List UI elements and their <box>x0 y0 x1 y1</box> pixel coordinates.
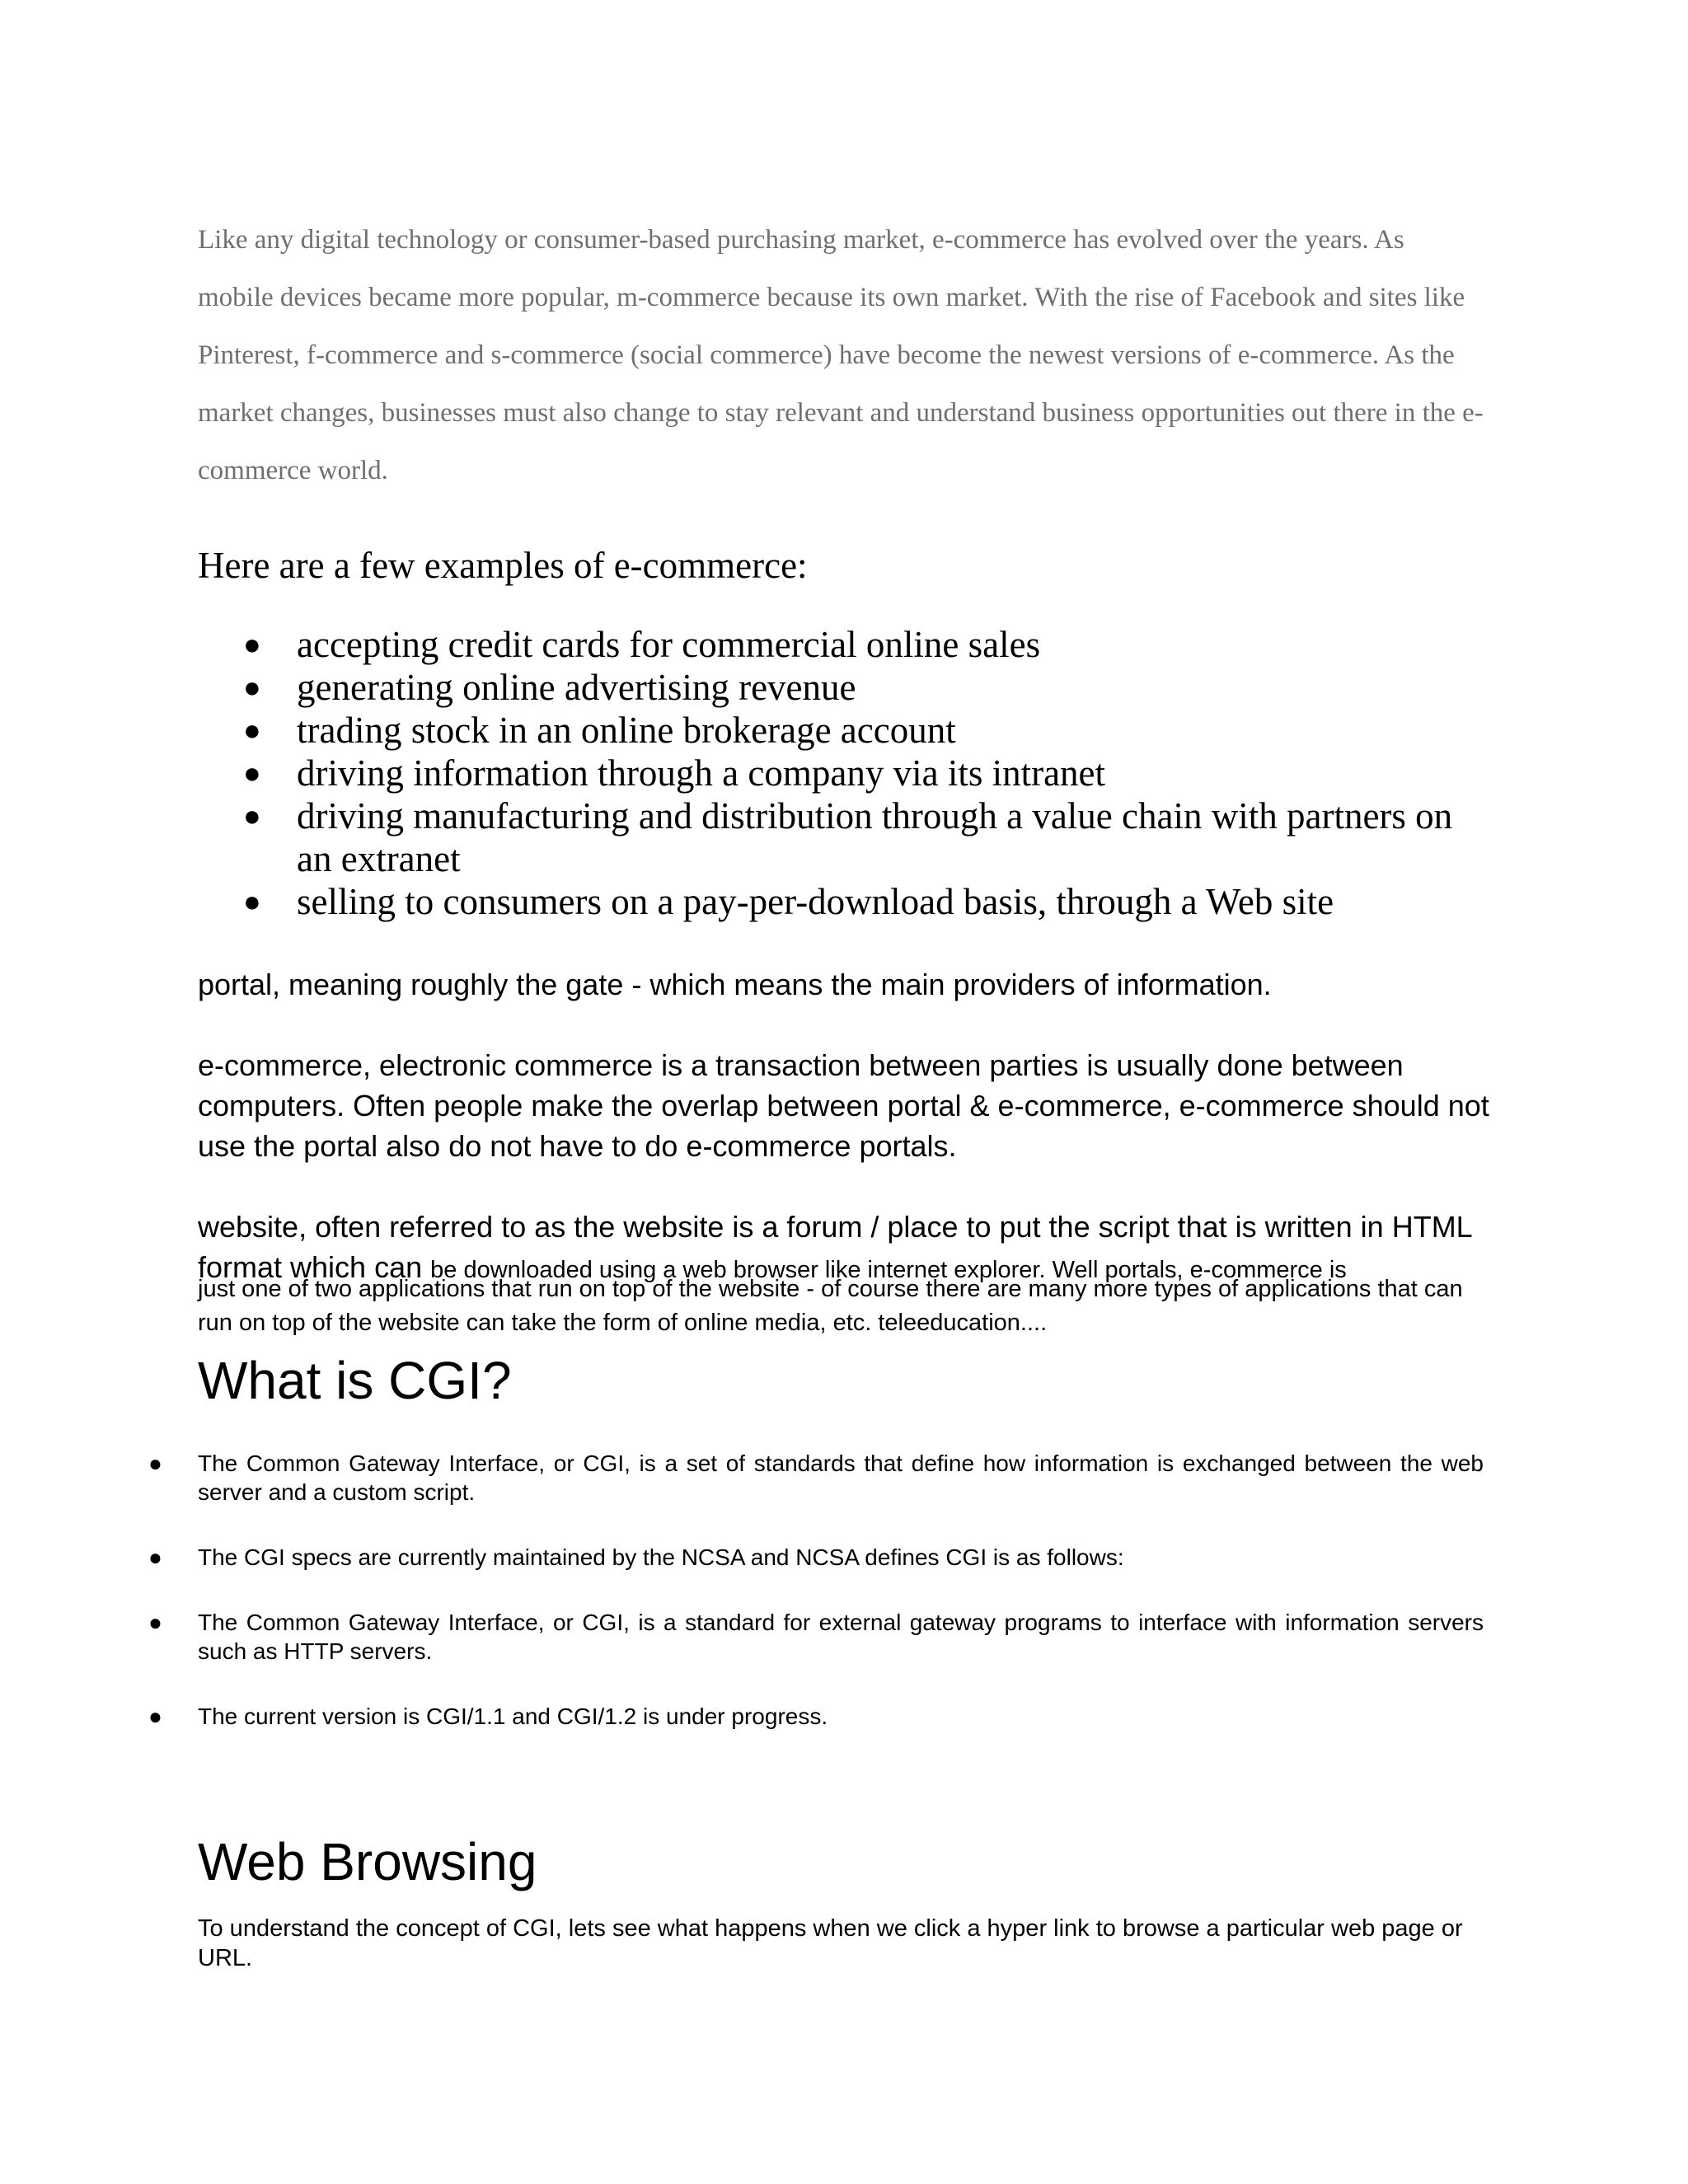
ecommerce-definition: e-commerce, electronic commerce is a transaction between parties is usually done between computers. Often people make the overlap between portal & e-commerce, e-commerce should not use the portal also do not have to do e-commerce portals. <box>198 1048 1489 1163</box>
list-item: ● driving manufacturing and distribution through a value chain with partners on an extranet <box>243 795 1453 879</box>
list-item: ● driving information through a company via its intranet <box>243 752 1106 794</box>
web-browsing-heading: Web Browsing <box>198 1832 537 1891</box>
bullet-icon: ● <box>243 757 261 790</box>
bullet-icon: ● <box>148 1610 162 1635</box>
intro-paragraph: Like any digital technology or consumer-based purchasing market, e-commerce has evolved over the years. As mobile devices became more popular, m-commerce because its own market. With the rise of Facebook and sites like Pinterest, f-commerce and s-commerce (social commerce) have become the newest versions of e-commerce. As the market changes, businesses must also change to stay relevant and understand business opportunities out there in the e-commerce world. <box>198 225 1484 485</box>
bullet-icon: ● <box>243 671 261 704</box>
website-definition-large: website, often referred to as the website is a forum / place to put the script that is written in HTML format which can <box>198 1210 1472 1284</box>
list-item: ● trading stock in an online brokerage account <box>243 710 956 751</box>
website-definition-small: be downloaded using a web browser like internet explorer. Well portals, e-commerce is <box>430 1257 1347 1283</box>
bullet-icon: ● <box>148 1704 162 1729</box>
bullet-icon: ● <box>243 714 261 747</box>
examples-heading: Here are a few examples of e-commerce: <box>198 545 808 586</box>
bullet-icon: ● <box>148 1451 162 1476</box>
web-browsing-paragraph: To understand the concept of CGI, lets see what happens when we click a hyper link to browse a particular web page or URL. <box>198 1915 1463 1971</box>
bullet-icon: ● <box>243 885 261 918</box>
list-item: ● selling to consumers on a pay-per-download basis, through a Web site <box>243 881 1334 922</box>
bullet-icon: ● <box>243 628 261 661</box>
list-item: ● generating online advertising revenue <box>243 667 856 708</box>
cgi-heading: What is CGI? <box>198 1351 512 1410</box>
bullet-icon: ● <box>148 1544 162 1570</box>
cgi-list <box>0 1449 1484 1767</box>
list-item: ● The current version is CGI/1.1 and CGI/1.2 is under progress. <box>148 1704 828 1729</box>
list-item: ● The Common Gateway Interface, or CGI, is a standard for external gateway programs to interface with information servers such as HTTP servers. <box>148 1610 1484 1664</box>
list-item: ● accepting credit cards for commercial online sales <box>243 624 1041 665</box>
list-item: ● The Common Gateway Interface, or CGI, is a set of standards that define how information is exchanged between the web server and a custom script. <box>148 1451 1484 1505</box>
portal-definition: portal, meaning roughly the gate - which means the main providers of information. <box>198 968 1272 1001</box>
bullet-icon: ● <box>243 799 261 832</box>
list-item: ● The CGI specs are currently maintained by the NCSA and NCSA defines CGI is as follows: <box>148 1544 1124 1570</box>
website-definition-continued: just one of two applications that run on top of the website - of course there are many more types of applications that can run on top of the website can take the form of online media, etc. teleeducation.... <box>198 1276 1463 1336</box>
examples-list <box>198 623 1484 923</box>
